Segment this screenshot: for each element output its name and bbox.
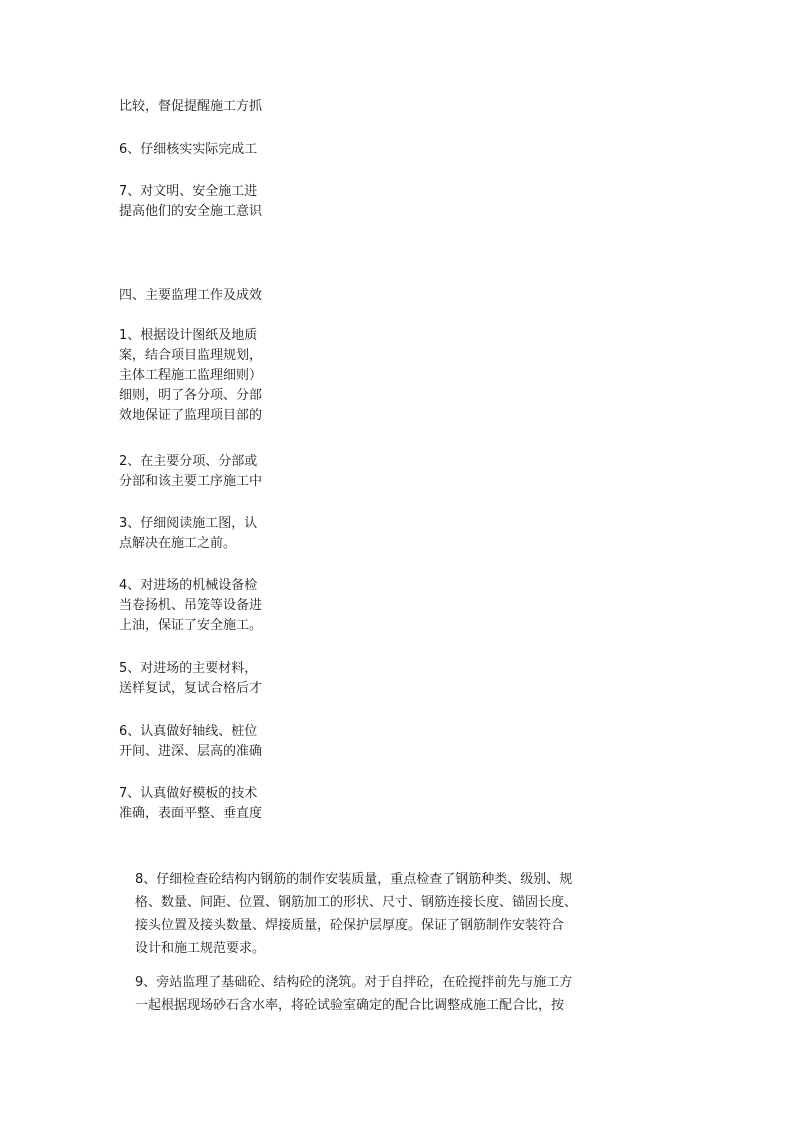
text-line: 案，结合项目监理规划， <box>119 348 263 363</box>
text-line: 格、数量、间距、位置、钢筋加工的形状、尺寸、钢筋连接长度、锚固长度、 <box>135 895 578 910</box>
text-line: 接头位置及接头数量、焊接质量，砼保护层厚度。保证了钢筋制作安装符合 <box>135 918 565 933</box>
section-heading <box>119 286 268 306</box>
text-line: 7、对文明、安全施工进 <box>119 184 258 199</box>
text-line: 设计和施工规范要求。 <box>135 941 266 956</box>
list-item-2 <box>119 452 268 492</box>
text-block-compare <box>119 97 268 117</box>
text-line: 5、对进场的主要材料， <box>119 661 258 676</box>
text-line: 上油，保证了安全施工。 <box>119 618 263 633</box>
text-line: 点解决在施工之前。 <box>119 536 237 551</box>
text-line: 提高他们的安全施工意识 <box>119 204 263 219</box>
text-line: 3、仔细阅读施工图，认 <box>119 516 258 531</box>
text-line: 主体工程施工监理细则） <box>119 368 263 383</box>
text-line: 7、认真做好模板的技术 <box>119 786 258 801</box>
text-line: 当卷扬机、吊笼等设备进 <box>119 598 263 613</box>
text-line: 比较，督促提醒施工方抓 <box>119 99 263 114</box>
list-item-7 <box>119 784 268 824</box>
list-item-5 <box>119 659 268 699</box>
text-line: 9、旁站监理了基础砼、结构砼的浇筑。对于自拌砼，在砼搅拌前先与施工方 <box>135 975 573 990</box>
text-line: 6、仔细核实实际完成工 <box>119 142 258 157</box>
list-item-3 <box>119 514 268 554</box>
text-line: 分部和该主要工序施工中 <box>119 474 263 489</box>
text-line: 开间、进深、层高的准确 <box>119 744 263 759</box>
text-line: 8、仔细检查砼结构内钢筋的制作安装质量，重点检查了钢筋种类、级别、规 <box>135 872 573 887</box>
text-block-p6 <box>119 140 268 160</box>
list-item-6 <box>119 722 268 762</box>
text-block-p7 <box>119 182 268 222</box>
paragraph-item-8 <box>135 868 605 960</box>
text-line: 一起根据现场砂石含水率，将砼试验室确定的配合比调整成施工配合比，按 <box>135 998 565 1013</box>
text-line: 6、认真做好轴线、桩位 <box>119 724 258 739</box>
text-line: 2、在主要分项、分部或 <box>119 454 258 469</box>
list-item-1 <box>119 326 268 426</box>
text-line: 4、对进场的机械设备检 <box>119 578 258 593</box>
list-item-4 <box>119 576 268 636</box>
text-line: 效地保证了监理项目部的 <box>119 408 263 423</box>
text-line: 细则，明了各分项、分部 <box>119 388 263 403</box>
text-line: 准确，表面平整、垂直度 <box>119 806 263 821</box>
text-line: 送样复试，复试合格后才 <box>119 681 263 696</box>
paragraph-item-9 <box>135 971 605 1017</box>
text-line: 1、根据设计图纸及地质 <box>119 328 258 343</box>
heading-text: 四、主要监理工作及成效 <box>119 288 263 303</box>
